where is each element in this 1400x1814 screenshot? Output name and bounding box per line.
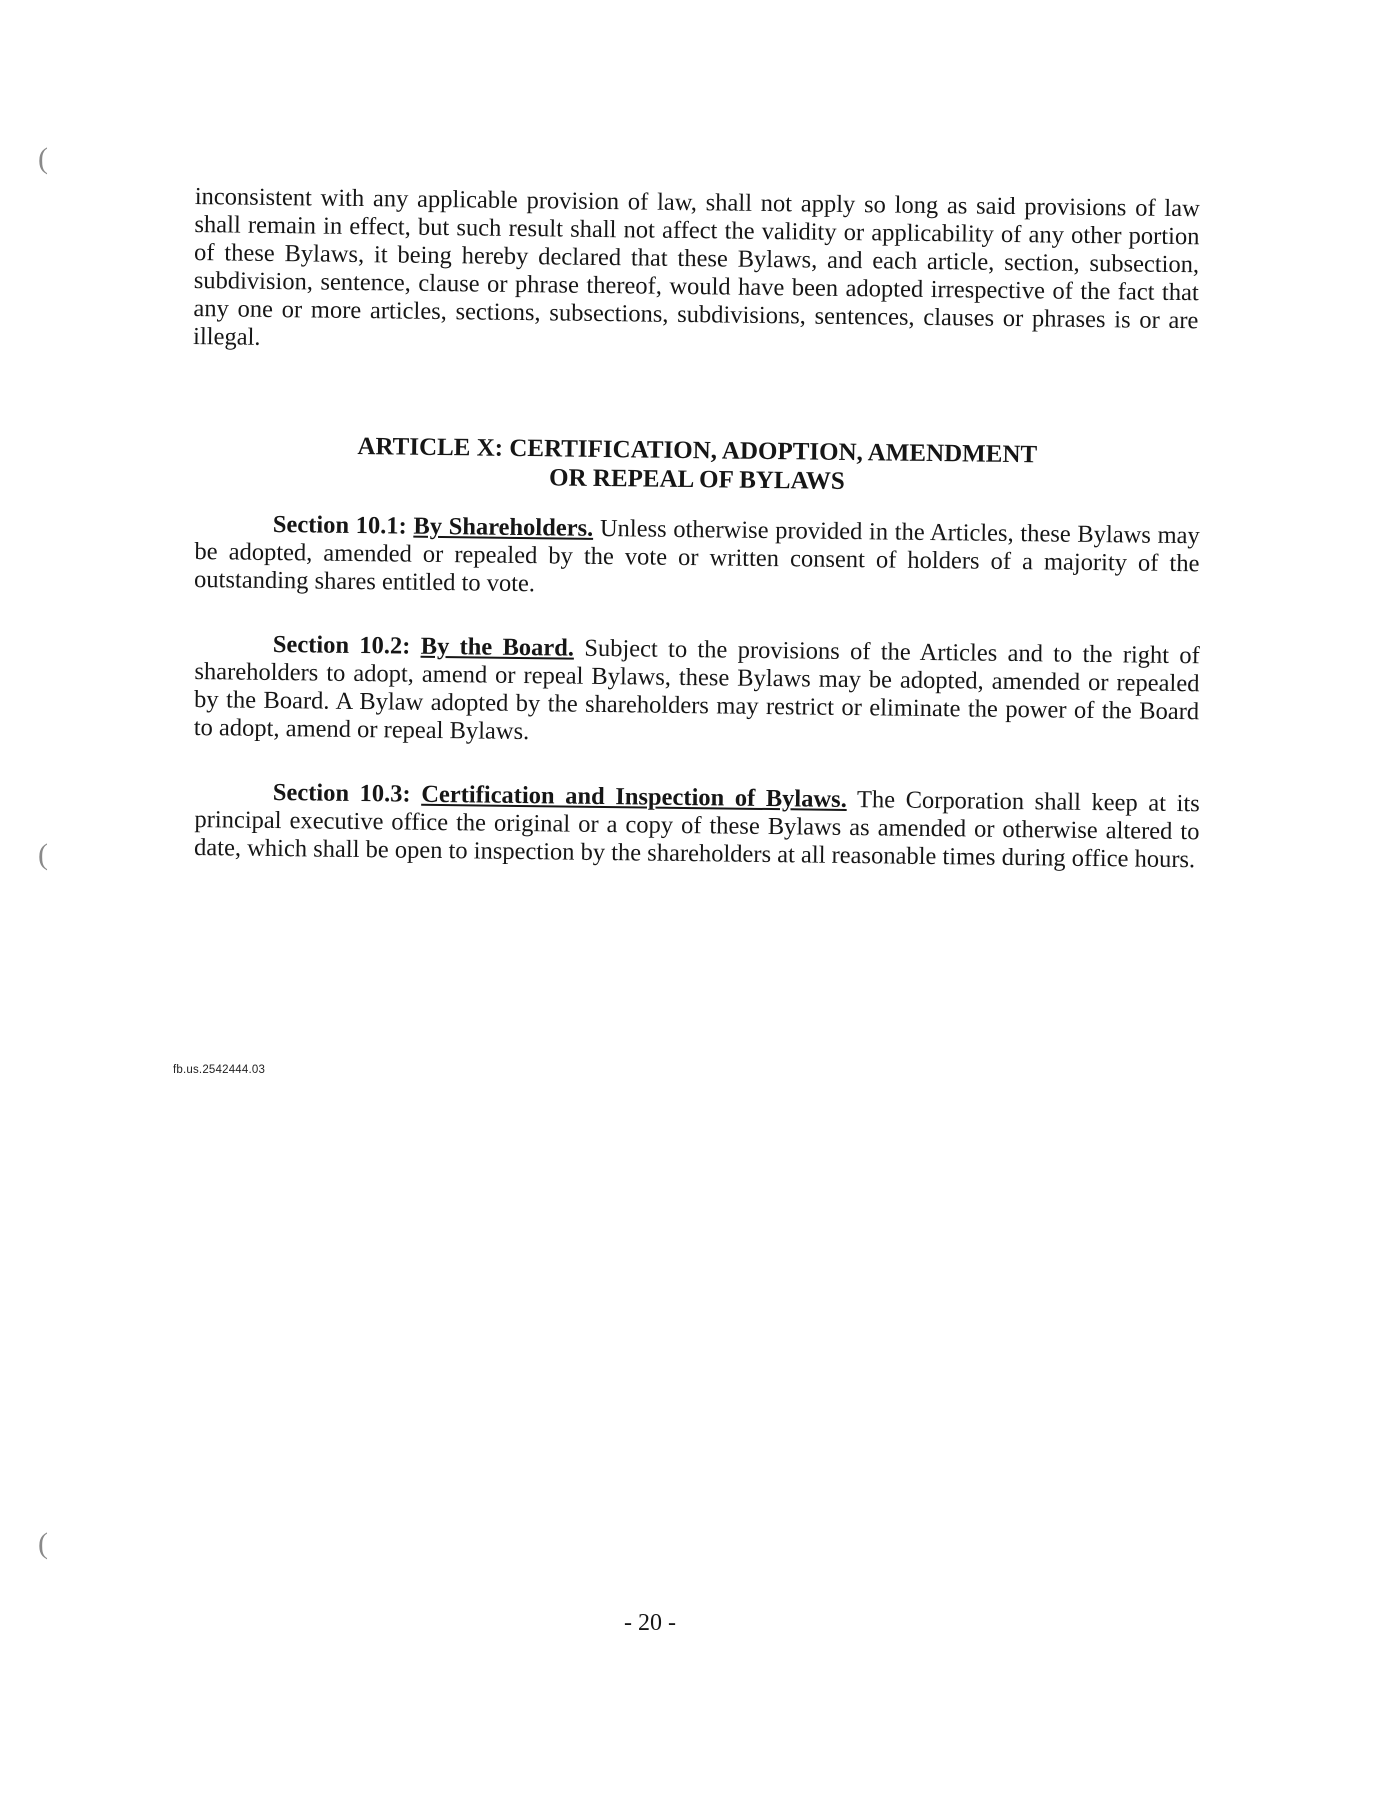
section-text: The Corporation shall keep at its principal executive office the original or a copy of these Bylaws as amended or otherwise altered to date, which shall be open to inspection by the shareholders at all reasonable times during office hours. — [193, 786, 1200, 874]
section-10-2 — [193, 630, 1200, 746]
section-10-3 — [193, 778, 1200, 874]
section-text: Unless otherwise provided in the Articles, these Bylaws may be adopted, amended or repealed by the vote or written consent of holders of a majority of the outstanding shares entitled to vote. — [193, 514, 1200, 598]
section-label: Section 10.3: — [272, 778, 411, 808]
margin-mark: ( — [38, 142, 48, 175]
article-heading — [194, 430, 1200, 500]
margin-mark: ( — [38, 838, 48, 871]
article-heading-line1: ARTICLE X: CERTIFICATION, ADOPTION, AMENDMENT — [357, 432, 1038, 469]
page-number: - 20 - — [624, 1610, 676, 1636]
section-title: By the Board. — [420, 632, 575, 662]
margin-mark: ( — [38, 1527, 48, 1560]
section-text: Subject to the provisions of the Articles and to the right of shareholders to adopt, amend or repeal Bylaws, these Bylaws may be adopted, amended or repealed by the Board. A Bylaw adopted by the shareholders may restrict or eliminate the power of the Board to adopt, amend or repeal Bylaws. — [193, 634, 1200, 746]
document-id: fb.us.2542444.03 — [173, 1064, 266, 1076]
section-title: By Shareholders. — [413, 512, 594, 542]
section-title: Certification and Inspection of Bylaws. — [421, 780, 847, 813]
section-label: Section 10.2: — [272, 630, 411, 660]
article-heading-line2: OR REPEAL OF BYLAWS — [548, 464, 845, 495]
section-10-1 — [193, 510, 1200, 598]
section-label: Section 10.1: — [272, 510, 407, 540]
intro-paragraph-block — [192, 183, 1200, 351]
intro-paragraph: inconsistent with any applicable provision of law, shall not apply so long as said provisions of law shall remain in effect, but such result shall not affect the validity or applicability of any other portion of these Bylaws, it being hereby declared that these Bylaws, and each article, section, subsection, subdivision, sentence, clause or phrase thereof, would have been adopted irrespective of the fact that any one or more articles, sections, subsections, subdivisions, sentences, clauses or phrases is or are illegal. — [192, 183, 1200, 351]
